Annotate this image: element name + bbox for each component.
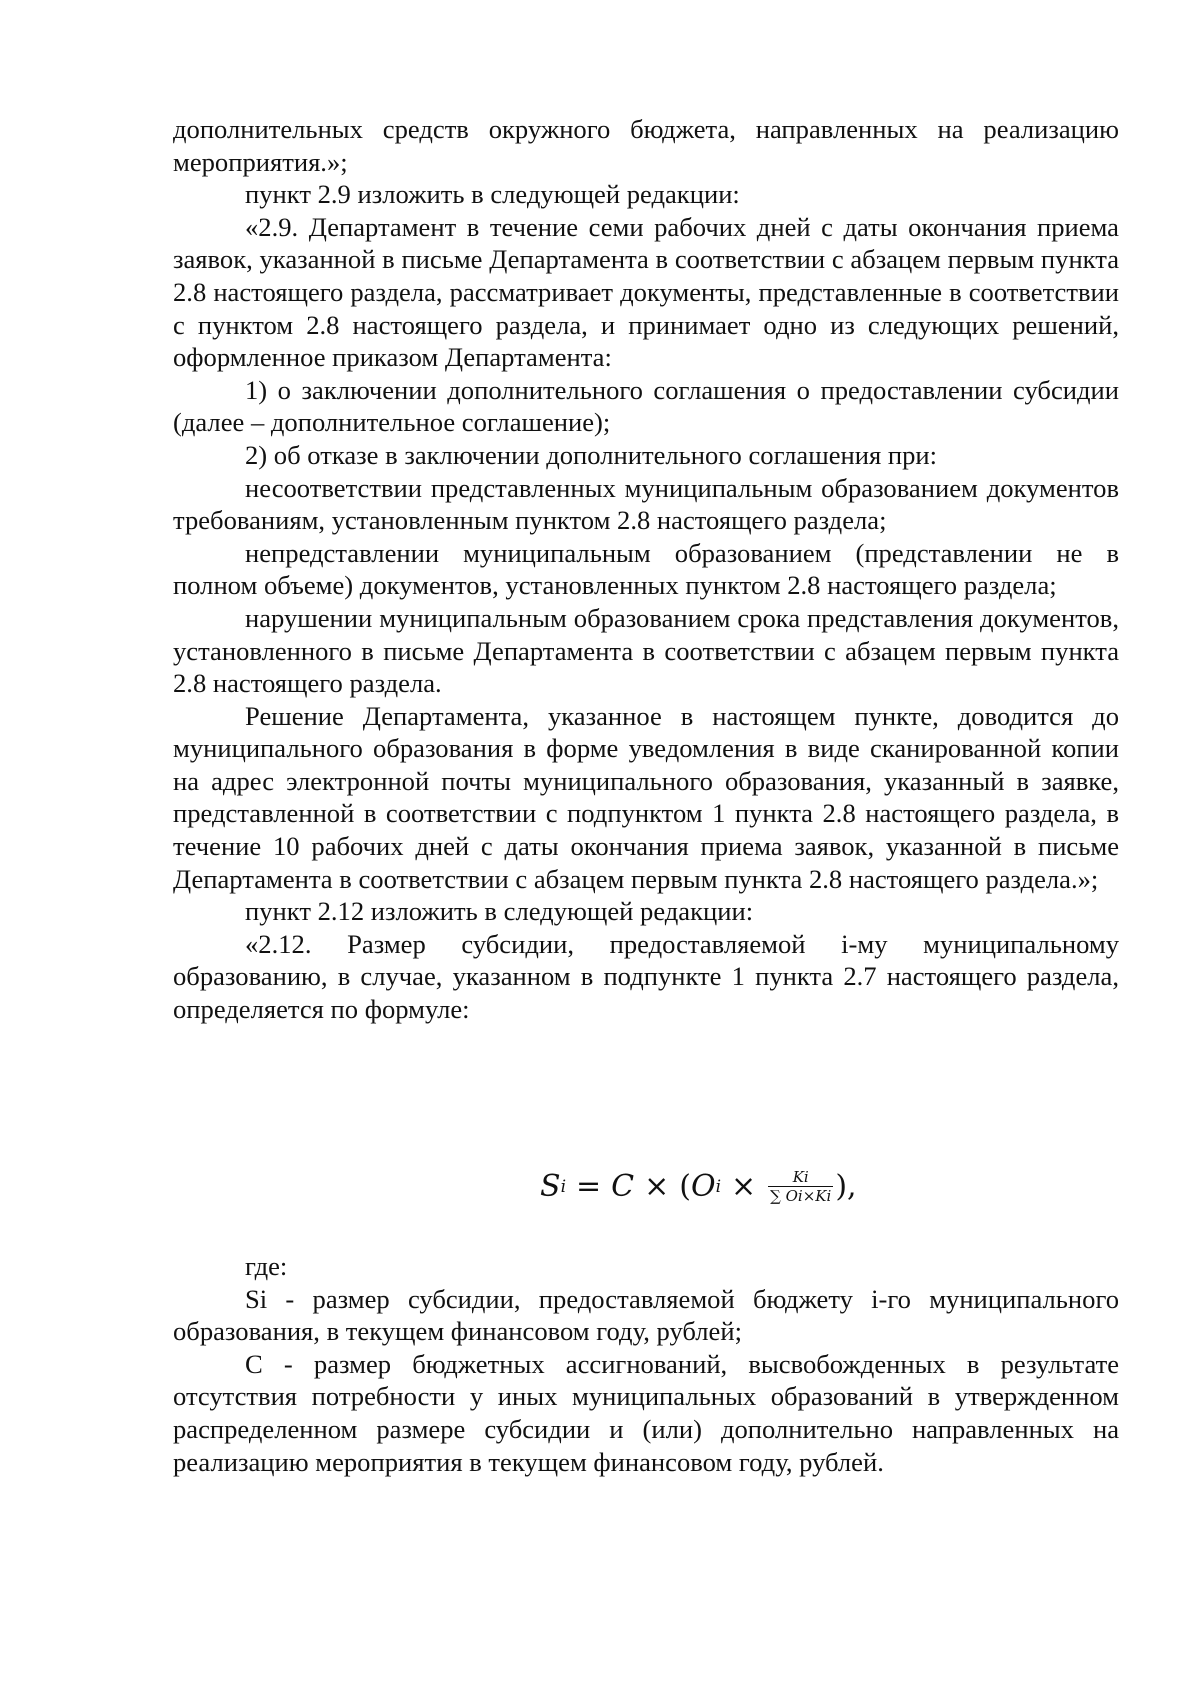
paragraph: нарушении муниципальным образованием срока представления документов, установленного в письме Департамента в соответствии с абзацем первым пункта 2.8 настоящего раздела.: [173, 602, 1119, 699]
formula-lhs-subscript: i: [560, 1176, 566, 1197]
formula-fraction-numerator: Ki: [792, 1168, 809, 1186]
paragraph: пункт 2.9 изложить в следующей редакции:: [245, 179, 740, 210]
paragraph: 1) о заключении дополнительного соглашения о предоставлении субсидии (далее – дополнительное соглашение);: [173, 374, 1119, 438]
document-body-bottom: [173, 1250, 1119, 1478]
paragraph: несоответствии представленных муниципальным образованием документов требованиям, установленным пунктом 2.8 настоящего раздела;: [173, 472, 1119, 536]
paragraph: С - размер бюджетных ассигнований, высвобожденных в результате отсутствия потребности у иных муниципальных образований в утвержденном распределенном размере субсидии и (или) дополнительно направленных на реализацию мероприятия в текущем финансовом году, рублей.: [173, 1348, 1119, 1477]
formula-fraction: [768, 1168, 833, 1205]
paragraph: Si - размер субсидии, предоставляемой бюджету i-го муниципального образования, в текущем финансовом году, рублей;: [173, 1283, 1119, 1347]
paragraph: непредставлении муниципальным образованием (представлении не в полном объеме) документов, установленных пунктом 2.8 настоящего раздела;: [173, 537, 1119, 601]
formula-block: [0, 1158, 1200, 1238]
paragraph: «2.12. Размер субсидии, предоставляемой i-му муниципальному образованию, в случае, указанном в подпункте 1 пункта 2.7 настоящего раздела, определяется по формуле:: [173, 928, 1119, 1025]
formula-o-subscript: i: [715, 1176, 722, 1197]
formula-open-paren: (: [679, 1169, 691, 1204]
document-body-top: [173, 113, 1119, 1026]
paragraph: где:: [245, 1251, 288, 1281]
formula-o: O: [690, 1169, 716, 1204]
formula-fraction-denominator: ∑ Oi×Ki: [770, 1187, 832, 1205]
formula-close-paren: ),: [835, 1169, 857, 1204]
subsidy-formula: [540, 1168, 857, 1205]
formula-times: ×: [644, 1169, 670, 1204]
formula-times-2: ×: [731, 1169, 757, 1204]
paragraph: пункт 2.12 изложить в следующей редакции:: [245, 896, 754, 927]
formula-c: C: [611, 1169, 635, 1204]
formula-lhs: S: [540, 1169, 561, 1204]
formula-equals: =: [576, 1169, 602, 1204]
paragraph: Решение Департамента, указанное в настоящем пункте, доводится до муниципального образования в форме уведомления в виде сканированной копии на адрес электронной почты муниципального образования, указанный в заявке, представленной в соответствии с подпунктом 1 пункта 2.8 настоящего раздела, в течение 10 рабочих дней с даты окончания приема заявок, указанной в письме Департамента в соответствии с абзацем первым пункта 2.8 настоящего раздела.»;: [173, 700, 1119, 894]
paragraph: «2.9. Департамент в течение семи рабочих дней с даты окончания приема заявок, указанной в письме Департамента в соответствии с абзацем первым пункта 2.8 настоящего раздела, рассматривает документы, представленные в соответствии с пунктом 2.8 настоящего раздела, и принимает одно из следующих решений, оформленное приказом Департамента:: [173, 211, 1119, 373]
paragraph: 2) об отказе в заключении дополнительного соглашения при:: [245, 439, 937, 470]
paragraph: дополнительных средств окружного бюджета, направленных на реализацию мероприятия.»;: [173, 114, 1119, 177]
